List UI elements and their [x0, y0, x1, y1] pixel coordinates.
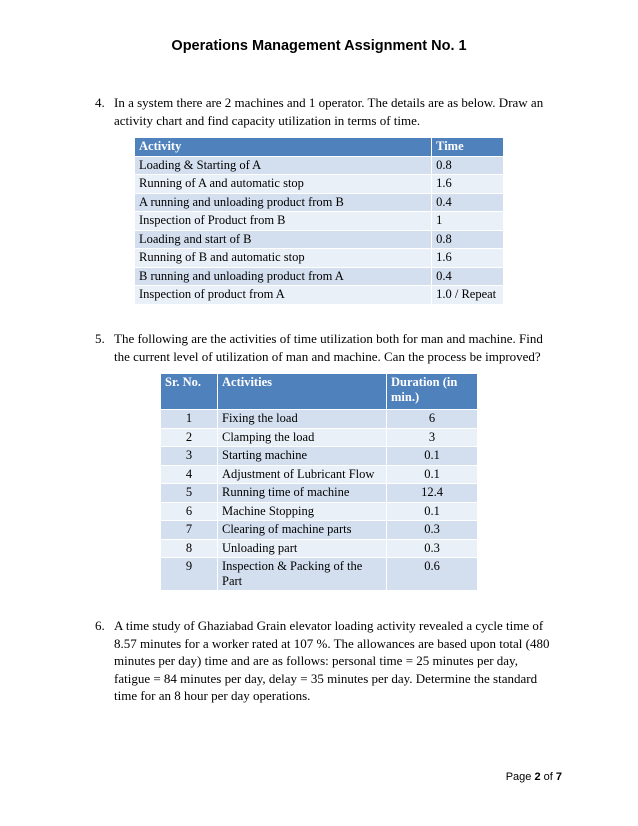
- man-machine-activity-table: [160, 373, 478, 591]
- table-header-row: [135, 138, 504, 157]
- table-row: [161, 521, 478, 540]
- current-page-number: 2: [534, 771, 541, 783]
- table-cell: B running and unloading product from A: [135, 267, 432, 286]
- table-cell: 1: [432, 212, 504, 231]
- table-cell: Inspection of product from A: [135, 286, 432, 305]
- table-cell: 0.3: [387, 521, 478, 540]
- table-row: [161, 558, 478, 591]
- table-row: [161, 502, 478, 521]
- question-4: [96, 94, 556, 129]
- table-cell: 4: [161, 465, 218, 484]
- question-5: [96, 330, 556, 365]
- table-row: [135, 286, 504, 305]
- table-cell: 0.6: [387, 558, 478, 591]
- table-cell: Running of A and automatic stop: [135, 175, 432, 194]
- column-header: Duration (in min.): [387, 374, 478, 410]
- question-text: The following are the activities of time utilization both for man and machine. Find the current level of utilization of man and machine. Can the process be improved?: [114, 331, 543, 364]
- table-cell: Loading and start of B: [135, 230, 432, 249]
- table-cell: 2: [161, 428, 218, 447]
- table-cell: 5: [161, 484, 218, 503]
- table-cell: 0.4: [432, 193, 504, 212]
- table-cell: 7: [161, 521, 218, 540]
- table-cell: 0.1: [387, 502, 478, 521]
- table-cell: Running of B and automatic stop: [135, 249, 432, 268]
- table-row: [135, 193, 504, 212]
- table-cell: 0.8: [432, 230, 504, 249]
- column-header: Time: [432, 138, 504, 157]
- page-of-label: of: [540, 771, 556, 783]
- question-number: 5.: [95, 331, 105, 346]
- table-cell: Clearing of machine parts: [218, 521, 387, 540]
- table-cell: Running time of machine: [218, 484, 387, 503]
- table-cell: 6: [387, 410, 478, 429]
- table-cell: Inspection of Product from B: [135, 212, 432, 231]
- table-row: [161, 447, 478, 466]
- table-row: [135, 212, 504, 231]
- column-header: Activities: [218, 374, 387, 410]
- question-text: In a system there are 2 machines and 1 operator. The details are as below. Draw an activity chart and find capacity utilization in terms of time.: [114, 95, 544, 128]
- table-header-row: [161, 374, 478, 410]
- table-cell: 1.0 / Repeat: [432, 286, 504, 305]
- table-cell: 12.4: [387, 484, 478, 503]
- table-cell: 3: [161, 447, 218, 466]
- question-6: [96, 617, 556, 705]
- table-row: [161, 484, 478, 503]
- table-cell: Clamping the load: [218, 428, 387, 447]
- page-label: Page: [505, 771, 535, 783]
- table-cell: 1: [161, 410, 218, 429]
- total-pages-number: 7: [555, 771, 562, 783]
- table-row: [135, 267, 504, 286]
- table-row: [161, 539, 478, 558]
- table-row: [135, 230, 504, 249]
- table-cell: Unloading part: [218, 539, 387, 558]
- table-cell: 9: [161, 558, 218, 591]
- question-number: 6.: [95, 618, 105, 633]
- table-cell: 1.6: [432, 249, 504, 268]
- document-title: Operations Management Assignment No. 1: [171, 38, 467, 54]
- activity-time-table: [134, 137, 504, 305]
- table-row: [135, 175, 504, 194]
- table-cell: Starting machine: [218, 447, 387, 466]
- table-row: [135, 156, 504, 175]
- table-cell: Loading & Starting of A: [135, 156, 432, 175]
- page-footer: [506, 771, 562, 783]
- table-cell: Adjustment of Lubricant Flow: [218, 465, 387, 484]
- table-cell: 1.6: [432, 175, 504, 194]
- table-cell: 3: [387, 428, 478, 447]
- table-cell: 0.8: [432, 156, 504, 175]
- column-header: Activity: [135, 138, 432, 157]
- table-row: [135, 249, 504, 268]
- table-cell: Inspection & Packing of the Part: [218, 558, 387, 591]
- table-row: [161, 410, 478, 429]
- table-cell: 0.1: [387, 447, 478, 466]
- question-text: A time study of Ghaziabad Grain elevator loading activity revealed a cycle time of 8.57 minutes for a worker rated at 107 %. The allowances are based upon total (480 minutes per day) time and are as follows: personal time = 25 minutes per day, fatigue = 84 minutes per day, delay = 35 minutes per day. Determine the standard time for an 8 hour per day operations.: [114, 618, 550, 703]
- question-number: 4.: [95, 95, 105, 110]
- table-cell: 8: [161, 539, 218, 558]
- table-cell: Machine Stopping: [218, 502, 387, 521]
- table-cell: Fixing the load: [218, 410, 387, 429]
- table-cell: 0.3: [387, 539, 478, 558]
- table-row: [161, 428, 478, 447]
- table-cell: 0.1: [387, 465, 478, 484]
- table-cell: 0.4: [432, 267, 504, 286]
- column-header: Sr. No.: [161, 374, 218, 410]
- table-cell: 6: [161, 502, 218, 521]
- table-row: [161, 465, 478, 484]
- table-cell: A running and unloading product from B: [135, 193, 432, 212]
